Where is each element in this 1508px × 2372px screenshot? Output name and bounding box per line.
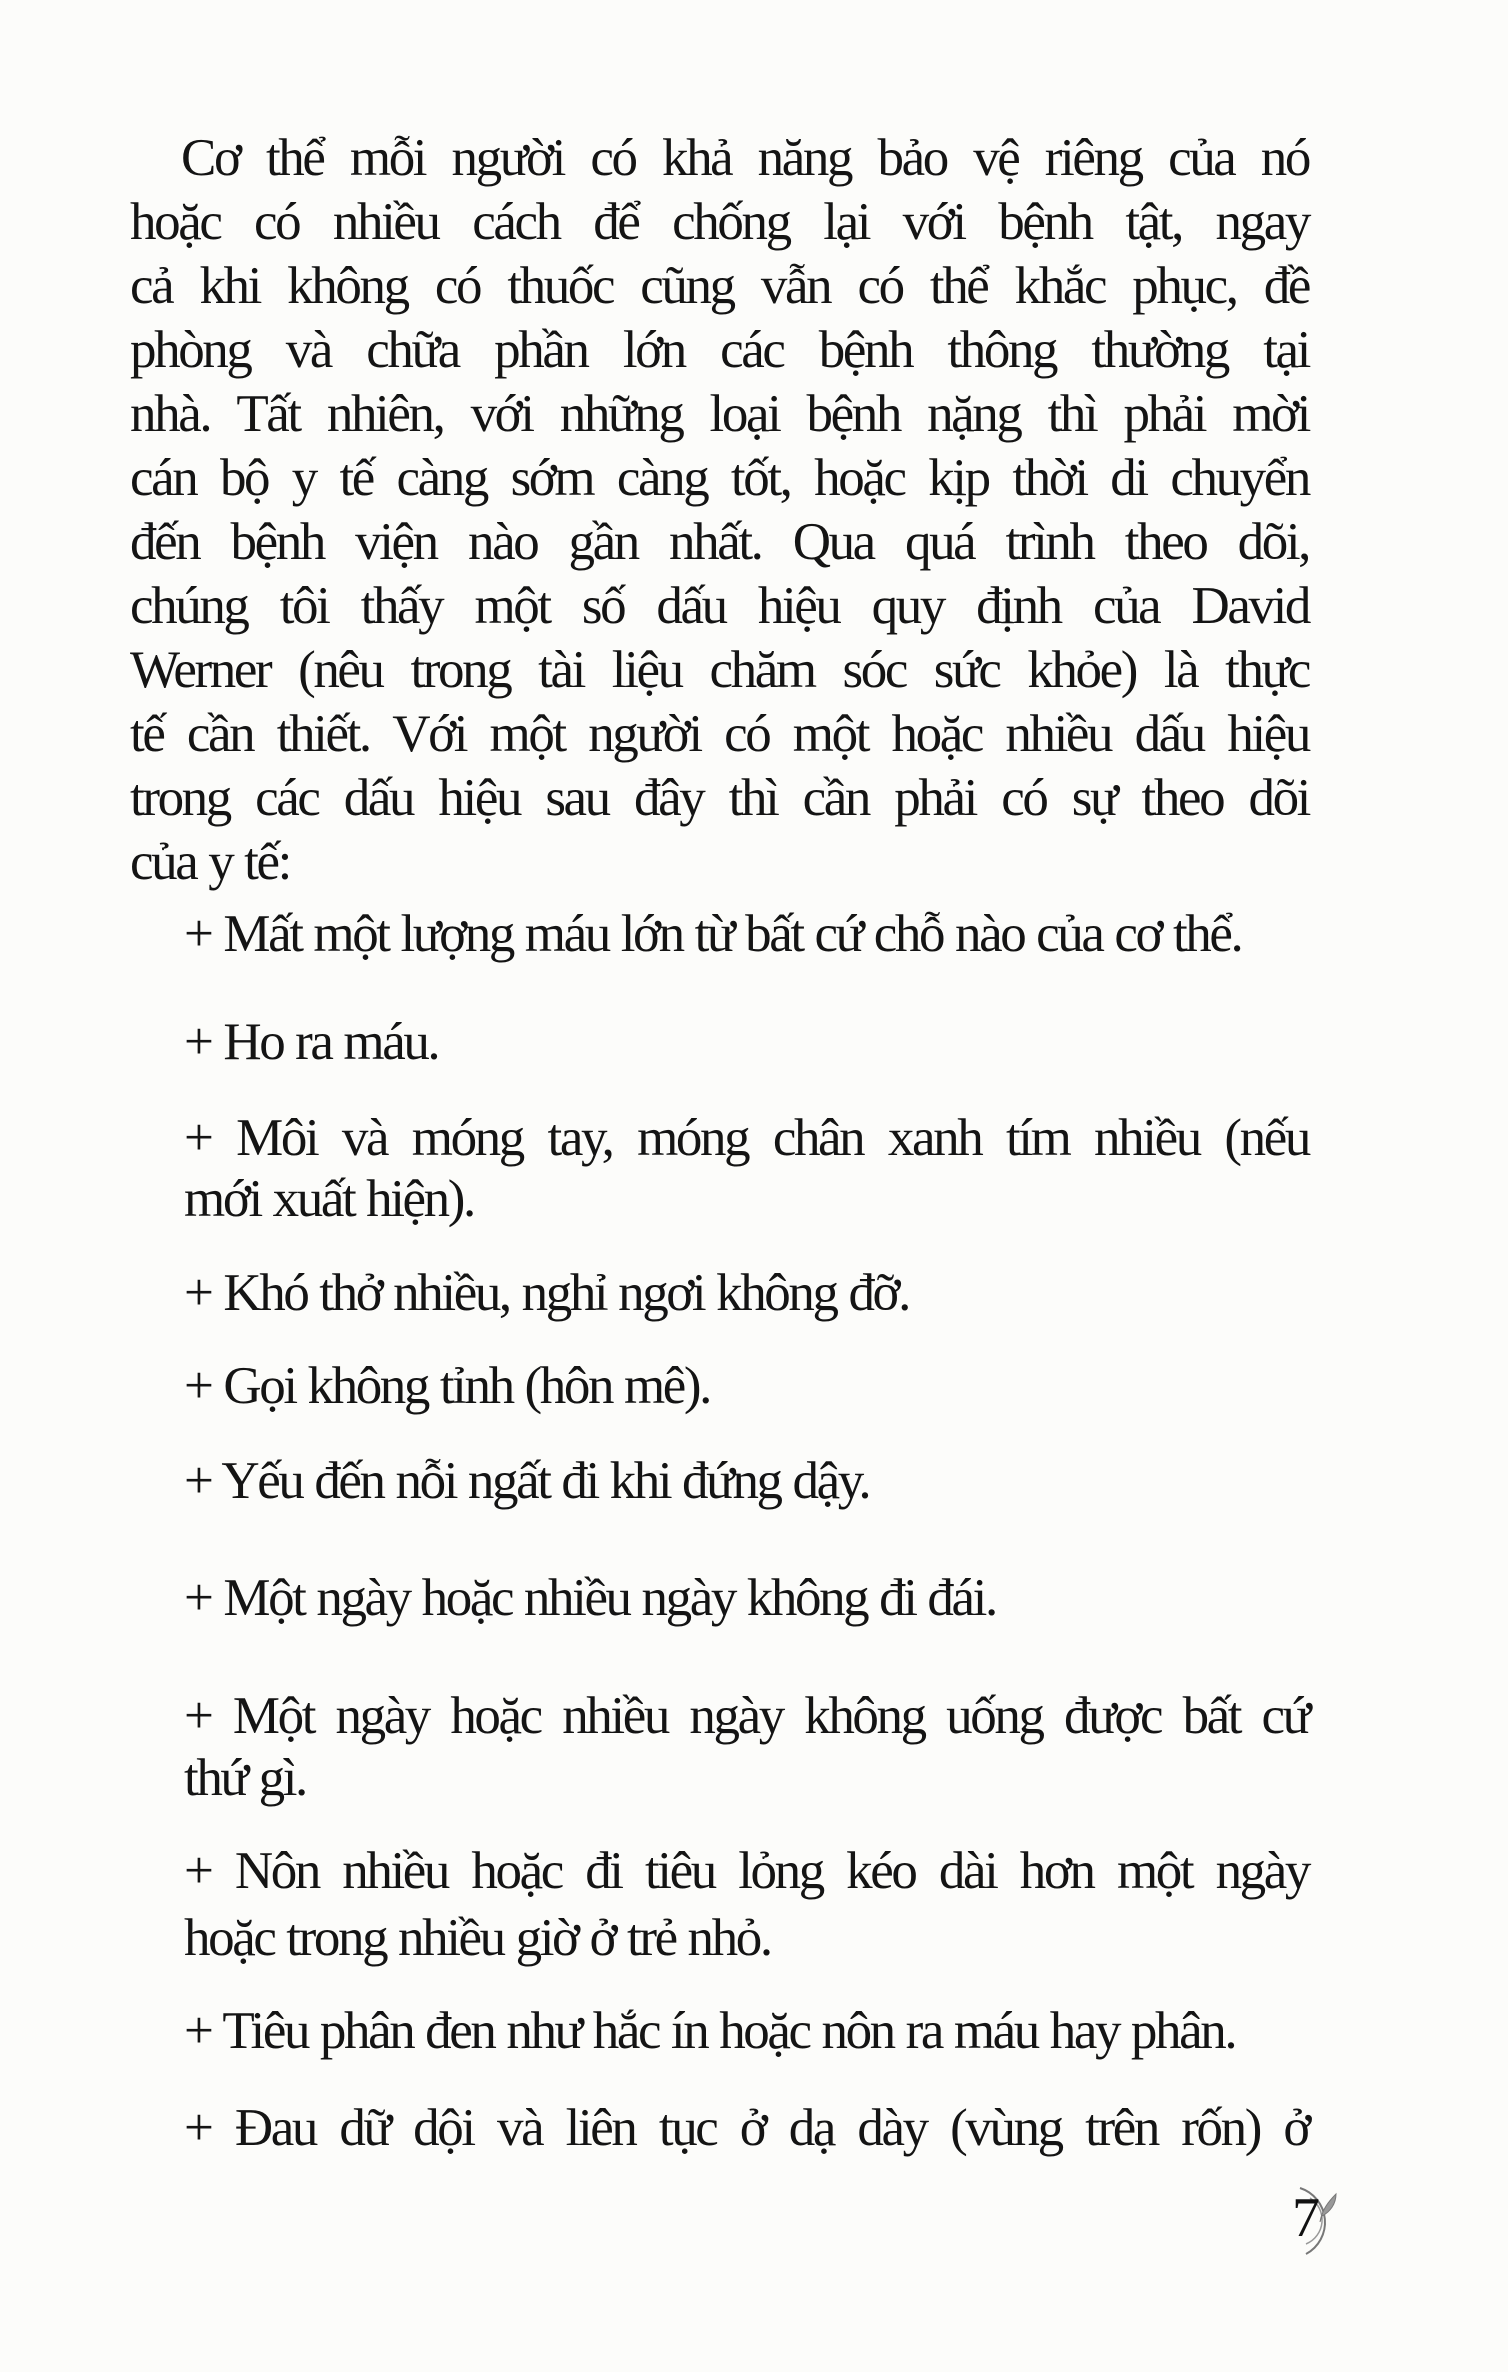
list-item: + Môi và móng tay, móng chân xanh tím nhiều (nếu [184, 1109, 1309, 1167]
paragraph-line: phòng và chữa phần lớn các bệnh thông thường tại [130, 321, 1309, 379]
list-item: + Tiêu phân đen như hắc ín hoặc nôn ra máu hay phân. [184, 2002, 1236, 2060]
list-item-continuation: thứ gì. [184, 1749, 306, 1807]
page-number: 7 [1292, 2187, 1320, 2249]
list-item: + Gọi không tỉnh (hôn mê). [184, 1357, 710, 1415]
list-item-continuation: mới xuất hiện). [184, 1170, 474, 1228]
paragraph-line: cán bộ y tế càng sớm càng tốt, hoặc kịp thời di chuyển [130, 449, 1309, 507]
paragraph-line: trong các dấu hiệu sau đây thì cần phải có sự theo dõi [130, 769, 1309, 827]
paragraph-line: cả khi không có thuốc cũng vẫn có thể khắc phục, đề [130, 257, 1309, 315]
list-item: + Ho ra máu. [184, 1013, 439, 1071]
paragraph-line: Cơ thể mỗi người có khả năng bảo vệ riêng của nó [181, 129, 1309, 187]
list-item: + Nôn nhiều hoặc đi tiêu lỏng kéo dài hơn một ngày [184, 1842, 1309, 1900]
list-item: + Một ngày hoặc nhiều ngày không đi đái. [184, 1569, 996, 1627]
paragraph-line: chúng tôi thấy một số dấu hiệu quy định của David [130, 577, 1309, 635]
page-number-badge [1270, 2182, 1350, 2262]
list-item: + Một ngày hoặc nhiều ngày không uống được bất cứ [184, 1687, 1309, 1745]
paragraph-line: tế cần thiết. Với một người có một hoặc nhiều dấu hiệu [130, 705, 1309, 763]
list-item-continuation: hoặc trong nhiều giờ ở trẻ nhỏ. [184, 1909, 771, 1967]
paragraph-line: Werner (nêu trong tài liệu chăm sóc sức khỏe) là thực [130, 641, 1309, 699]
list-item: + Yếu đến nỗi ngất đi khi đứng dậy. [184, 1452, 870, 1510]
paragraph-line: đến bệnh viện nào gần nhất. Qua quá trình theo dõi, [130, 513, 1309, 571]
list-item: + Khó thở nhiều, nghỉ ngơi không đỡ. [184, 1264, 910, 1322]
paragraph-line: nhà. Tất nhiên, với những loại bệnh nặng thì phải mời [130, 385, 1309, 443]
paragraph-line: hoặc có nhiều cách để chống lại với bệnh tật, ngay [130, 193, 1309, 251]
list-item: + Mất một lượng máu lớn từ bất cứ chỗ nào của cơ thể. [184, 905, 1242, 963]
list-item: + Đau dữ dội và liên tục ở dạ dày (vùng trên rốn) ở [184, 2099, 1309, 2157]
paragraph-line: của y tế: [130, 833, 290, 891]
